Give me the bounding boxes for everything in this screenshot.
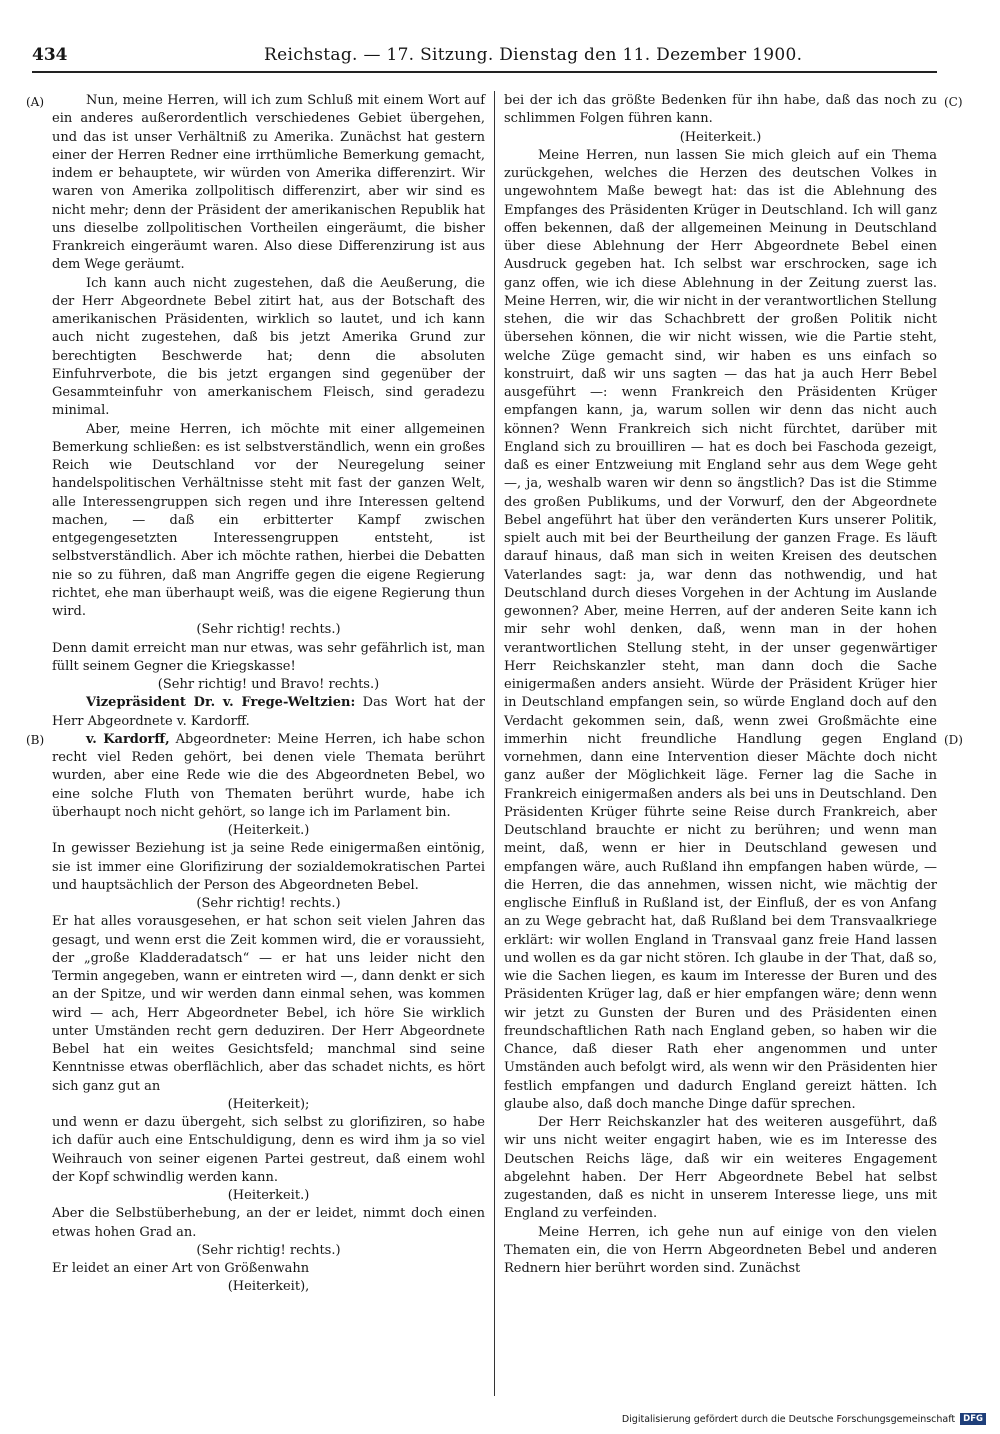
margin-marker-b: (B) [26, 733, 45, 747]
body-paragraph: Nun, meine Herren, will ich zum Schluß mit einem Wort auf ein anderes außerordentlich verschiedenes Gebiet übergehen, und das ist unser Verhältniß zu Amerika. Zunächst hat gestern einer der Herren Redner eine irrthümliche Bemerkung gemacht, indem er behauptete, wir würden von Amerika differenzirt. Wir waren von Amerika zollpolitisch differenzirt, aber wir sind es nicht mehr; denn der Präsident der amerikanischen Republik hat uns dieselbe zollpolitischen Vortheilen eingeräumt, die bisher Frankreich eingeräumt waren. Also diese Differenzirung ist aus dem Wege geräumt. [52, 93, 485, 273]
footer-credit [622, 1413, 986, 1425]
speaker-name: v. Kardorff, [86, 731, 170, 747]
interjection: (Heiterkeit), [227, 1279, 310, 1295]
body-paragraph: Aber die Selbstüberhebung, an der er leidet, nimmt doch einen etwas hohen Grad an. [52, 1206, 485, 1240]
speaker-text: Das Wort hat der Herr Abgeordnete v. Kardorff. [52, 695, 485, 729]
margin-marker-a: (A) [26, 95, 45, 109]
margin-marker-c: (C) [944, 95, 963, 109]
speaker-paragraph [52, 731, 485, 822]
body-paragraph: Denn damit erreicht man nur etwas, was sehr gefährlich ist, man füllt seinem Gegner die Kriegskasse! [52, 640, 485, 674]
column-divider [494, 91, 495, 1396]
page-number: 434 [32, 45, 68, 65]
interjection: (Heiterkeit); [227, 1096, 310, 1112]
interjection: (Heiterkeit.) [227, 823, 310, 838]
running-header [32, 41, 937, 73]
header-title: Reichstag. — 17. Sitzung. Dienstag den 11. Dezember 1900. [264, 45, 803, 65]
speaker-name: Vizepräsident Dr. v. Frege-Weltzien: [86, 695, 356, 711]
body-paragraph: Ich kann auch nicht zugestehen, daß die Aeußerung, die der Herr Abgeordnete Bebel zitirt hat, aus der Botschaft des amerikanischen Präsidenten, wirklich so lautet, und ich kann auch nicht zugestehen, daß bis jetzt Amerika Grund zur berechtigten Beschwerde hat; denn die absoluten Einfuhrverbote, die bis jetzt ergangen sind gegenüber der Gesammteinfuhr von amerkanischem Fleisch, sind geradezu minimal. [52, 275, 485, 419]
interjection: (Sehr richtig! rechts.) [196, 896, 341, 911]
body-paragraph: Er leidet an einer Art von Größenwahn [52, 1261, 310, 1276]
interjection: (Heiterkeit.) [227, 1188, 310, 1203]
footer-credit-text: Digitalisierung gefördert durch die Deutsche Forschungsgemeinschaft [621, 1413, 956, 1425]
speaker-paragraph [52, 694, 485, 731]
body-paragraph: Meine Herren, ich gehe nun auf einige von den vielen Thematen ein, die von Herrn Abgeordneten Bebel und anderen Rednern hier berührt worden sind. Zunächst [504, 1224, 937, 1276]
body-paragraph: In gewisser Beziehung ist ja seine Rede einigermaßen eintönig, sie ist immer eine Glorifizirung der sozialdemokratischen Partei und hauptsächlich der Person des Abgeordneten Bebel. [52, 841, 485, 893]
interjection: (Sehr richtig! rechts.) [196, 1242, 341, 1258]
interjection: (Sehr richtig! und Bravo! rechts.) [157, 677, 380, 692]
interjection: (Sehr richtig! rechts.) [196, 622, 341, 638]
left-column [52, 92, 485, 1297]
body-paragraph: bei der ich das größte Bedenken für ihn habe, daß das noch zu schlimmen Folgen führen kann. [504, 93, 937, 127]
right-column [504, 92, 937, 1278]
dfg-logo: DFG [960, 1413, 986, 1425]
body-paragraph: Aber, meine Herren, ich möchte mit einer allgemeinen Bemerkung schließen: es ist selbstverständlich, wenn ein großes Reich wie Deutschland vor der Neuregelung seiner handelspolitischen Verhältnisse steht mit fast der ganzen Welt, alle Interessengruppen sich regen und ihre Interessen geltend machen, — daß ein erbitterter Kampf zwischen entgegengesetzten Interessengruppen entsteht, ist selbstverständlich. Aber ich möchte rathen, hierbei die Debatten nie so zu führen, daß man Angriffe gegen die eigene Regierung richtet, ehe man überhaupt weiß, was die eigene Regierung thun wird. [52, 421, 485, 619]
body-paragraph: Er hat alles vorausgesehen, er hat schon seit vielen Jahren das gesagt, und wenn erst die Zeit kommen wird, die er voraussieht, der „große Kladderadatsch“ — er hat uns leider nicht den Termin angegeben, wann er eintreten wird —, dann denkt er sich an der Spitze, und wir werden dann einmal sehen, was kommen wird — ach, Herr Abgeordneter Bebel, ich höre Sie wirklich unter Umständen recht gern deduziren. Der Herr Abgeordnete Bebel hat ein weites Gesichtsfeld; manchmal sind seine Kenntnisse etwas oberflächlich, aber das schadet nichts, es hört sich ganz gut an [52, 914, 485, 1094]
interjection: (Heiterkeit.) [679, 129, 762, 145]
margin-marker-d: (D) [944, 733, 963, 747]
speaker-text: Abgeordneter: Meine Herren, ich habe schon recht viel Reden gehört, bei denen viele Themata berührt wurden, aber eine Rede wie die des Abgeordneten Bebel, wo eine solche Fluth von Thematen berührt wurde, habe ich überhaupt noch nicht gehört, so lange ich im Parlament bin. [52, 731, 485, 820]
body-paragraph: Meine Herren, nun lassen Sie mich gleich auf ein Thema zurückgehen, welches die Herzen des deutschen Volkes in ungewohntem Maße bewegt hat: das ist die Ablehnung des Empfanges des Präsidenten Krüger in Deutschland. Ich will ganz offen bekennen, daß der allgemeinen Meinung in Deutschland über diese Ablehnung der Herr Abgeordnete Bebel einen Ausdruck gegeben hat. Ich selbst war erschrocken, sage ich ganz offen, wie ich diese Ablehnung in der Zeitung zuerst las. Meine Herren, wir, die wir nicht in der verantwortlichen Stellung stehen, die wir das Schachbrett der großen Politik nicht übersehen können, die wir nicht wissen, wie die Partie steht, welche Züge gemacht sind, wir haben es uns einfach so konstruirt, daß wir uns sagten — das hat ja auch Herr Bebel ausgeführt —: wenn Frankreich den Präsidenten Krüger empfangen kann, ja, warum sollen wir denn das nicht auch können? Wenn Frankreich sich nicht fürchtet, darüber mit England sich zu brouilliren — hat es doch bei Faschoda gezeigt, daß es einer Entzweiung mit England sehr aus dem Wege geht —, ja, weshalb waren wir denn so ängstlich? Das ist die Stimme des großen Publikums, und der Vorwurf, den der Abgeordnete Bebel angeführt hat über den veränderten Kurs unserer Politik, spielt auch mit bei der Beurtheilung der ganzen Frage. Es läuft darauf hinaus, daß man sich in weiten Kreisen des deutschen Vaterlandes sagt: ja, war denn das nothwendig, und hat Deutschland durch dieses Vorgehen in der Achtung im Auslande gewonnen? Aber, meine Herren, auf der anderen Seite kann ich mir sehr wohl denken, daß, wenn man in der hohen verantwortlichen Stellung steht, in der unser gegenwärtiger Herr Reichskanzler steht, man dann doch die Sache einigermaßen anders ansieht. Würde der Präsident Krüger hier in Deutschland empfangen sein, so würde England doch auf den Verdacht gekommen sein, daß, wenn zwei Großmächte eine immerhin nicht freundliche Handlung gegen England vornehmen, dann eine Intervention dieser Mächte doch nicht ganz außer der Möglichkeit läge. Ferner lag die Sache in Frankreich einigermaßen anders als bei uns in Deutschland. Den Präsidenten Krüger führte seine Reise durch Frankreich, aber Deutschland brauchte er nicht zu berühren; und wenn man meint, daß, wenn er hier in Deutschland gewesen und empfangen wäre, auch Rußland ihn empfangen haben würde, — die Herren, die das annehmen, wissen nicht, wie mächtig der englische Einfluß in Rußland ist, der Einfluß, der es von Anfang an zu Wege gebracht hat, daß Rußland bei dem Transvaalkriege erklärt: wir wollen England in Transvaal ganz freie Hand lassen und wollen es da gar nicht stören. Ich glaube in der That, daß so, wie die Sachen liegen, es kaum im Interesse der Buren und des Präsidenten Krüger lag, daß er hier empfangen wäre; denn wenn wir jetzt zu Gunsten der Buren und des Präsidenten einen freundschaftlichen Rath nach England geben, so haben wir die Chance, daß dieser Rath eher angenommen und unter Umständen auch befolgt wird, als wenn wir den Präsidenten hier festlich empfangen und dadurch England gereizt hätten. Ich glaube also, daß doch manche Dinge dafür sprechen. [504, 147, 937, 1112]
body-paragraph: und wenn er dazu übergeht, sich selbst zu glorifiziren, so habe ich dafür auch eine Entschuldigung, denn es wird ihm ja so viel Weihrauch von seiner eigenen Partei gestreut, daß einem wohl der Kopf schwindlig werden kann. [52, 1115, 485, 1185]
body-paragraph: Der Herr Reichskanzler hat des weiteren ausgeführt, daß wir uns nicht weiter engagirt haben, wie es im Interesse des Deutschen Reichs läge, daß wir ein weiteres Engagement abgelehnt haben. Der Herr Abgeordnete Bebel hat selbst zugestanden, daß es nicht in unserem Interesse liege, uns mit England zu verfeinden. [504, 1115, 937, 1222]
